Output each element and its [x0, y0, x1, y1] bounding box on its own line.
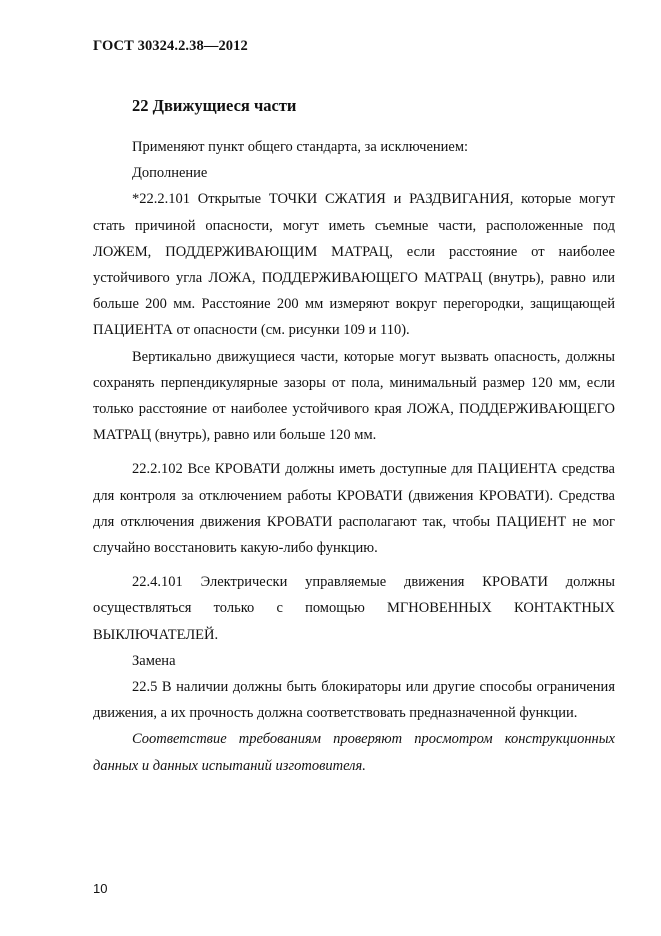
paragraph-vertical-parts: Вертикально движущиеся части, которые могут вызвать опасность, должны сохранять перпендикулярные зазоры от пола, минимальный размер 120 мм, если только расстояние от наиболее устойчивого края ЛОЖА, ПОДДЕРЖИВАЮЩЕГО МАТРАЦ (внутрь), равно или больше 120 мм.	[93, 348, 615, 444]
document-body	[93, 134, 615, 779]
paragraph-intro: Применяют пункт общего стандарта, за исключением:	[132, 139, 469, 155]
paragraph-compliance: Соответствие требованиям проверяют просмотром конструкционных данных и данных испытаний изготовителя.	[93, 731, 615, 774]
section-title: 22 Движущиеся части	[132, 96, 297, 115]
paragraph-22-2-101: *22.2.101 Открытые ТОЧКИ СЖАТИЯ и РАЗДВИГАНИЯ, которые могут стать причиной опасности, могут иметь съемные части, расположенные под ЛОЖЕМ, ПОДДЕРЖИВАЮЩИМ МАТРАЦ, если расстояние от наиболее устойчивого угла ЛОЖА, ПОДДЕРЖИВАЮЩЕГО МАТРАЦ (внутрь), равно или больше 200 мм. Расстояние 200 мм измеряют вокруг перегородки, защищающей ПАЦИЕНТА от опасности (см. рисунки 109 и 110).	[93, 191, 615, 339]
document-header: ГОСТ 30324.2.38—2012	[93, 38, 248, 54]
paragraph-replacement-label: Замена	[132, 652, 176, 669]
page-number: 10	[93, 881, 108, 896]
paragraph-22-4-101: 22.4.101 Электрически управляемые движения КРОВАТИ должны осуществляться только с помощью МГНОВЕННЫХ КОНТАКТНЫХ ВЫКЛЮЧАТЕЛЕЙ.	[93, 574, 615, 643]
paragraph-22-2-102: 22.2.102 Все КРОВАТИ должны иметь доступные для ПАЦИЕНТА средства для контроля за отключением работы КРОВАТИ (движения КРОВАТИ). Средства для отключения движения КРОВАТИ располагают так, чтобы ПАЦИЕНТ не мог случайно восстановить какую-либо функцию.	[93, 461, 615, 557]
paragraph-22-5: 22.5 В наличии должны быть блокираторы или другие способы ограничения движения, а их прочность должна соответствовать предназначенной функции.	[93, 679, 615, 722]
paragraph-addition-label: Дополнение	[132, 165, 208, 182]
